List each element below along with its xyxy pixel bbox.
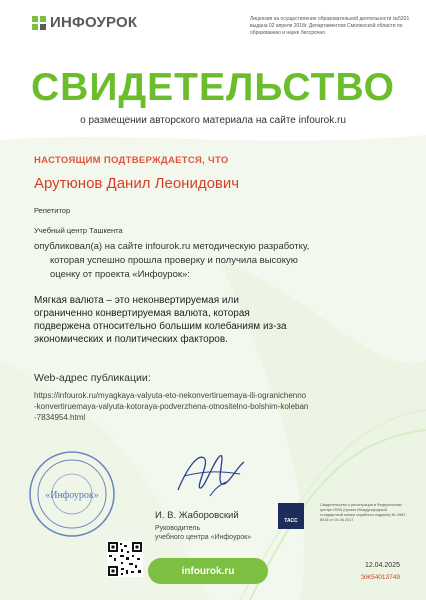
- certificate-subtitle: о размещении авторского материала на сайте infourok.ru: [80, 115, 346, 126]
- signer-name: И. В. Жаборовский: [155, 510, 239, 521]
- organization-stamp: [28, 450, 116, 538]
- qr-code[interactable]: [107, 541, 143, 577]
- material-title-line: экономических и политических факторов.: [34, 334, 228, 345]
- issue-date: 12.04.2025: [364, 562, 400, 569]
- tass-logo: [278, 503, 304, 529]
- tass-label: ТАСС: [284, 518, 298, 524]
- publication-url-line[interactable]: -7834954.html: [34, 413, 86, 422]
- certificate-title: СВИДЕТЕЛЬСТВО: [31, 66, 395, 109]
- statement-line: оценку от проекта «Инфоурок»:: [50, 269, 190, 280]
- signer-role-line: Руководитель: [155, 525, 201, 532]
- material-title-line: подвержена относительно большим колебаниям из-за: [34, 321, 287, 332]
- infourok-site-button[interactable]: infourok.ru: [148, 558, 268, 584]
- certificate-number: ЭЖ54013749: [360, 574, 400, 581]
- material-title-line: Мягкая валюта – это неконвертируемая или: [34, 295, 239, 306]
- publication-url-line[interactable]: -konvertiruemaya-valyuta-kotoraya-podverzhena-otnositelno-bolshim-koleban: [34, 402, 309, 411]
- person-role: Репетитор: [34, 206, 71, 215]
- logo-text: ИНФОУРОК: [50, 14, 138, 31]
- infourok-logo: [32, 14, 137, 31]
- registry-text: Свидетельство о регистрации в Федеральном центре ISSN (проект Международный стандартный номер серийного издания) № 2587-8018 от 01.06.2017: [320, 503, 407, 522]
- material-title-line: ограниченно конвертируемая валюта, которая: [34, 308, 250, 319]
- signer-role: [155, 524, 251, 542]
- person-name: Арутюнов Данил Леонидович: [34, 175, 240, 192]
- confirm-heading: НАСТОЯЩИМ ПОДТВЕРЖДАЕТСЯ, ЧТО: [34, 155, 229, 166]
- logo-icon: [32, 16, 46, 30]
- person-organization: Учебный центр Ташкента: [34, 226, 123, 235]
- statement-line: опубликовал(а) на сайте infourok.ru методическую разработку,: [34, 241, 310, 252]
- license-text: Лицензия на осуществление образовательной деятельности №5201 выдана 02 апреля 2018г. Департаментом Смоленской области по образованию и науке бессрочно: [250, 16, 410, 36]
- publication-url-line[interactable]: https://infourok.ru/myagkaya-valyuta-eto-nekonvertiruemaya-ili-ogranichenno: [34, 391, 307, 400]
- web-address-label: Web-адрес публикации:: [34, 372, 151, 384]
- signer-role-line: учебного центра «Инфоурок»: [155, 534, 252, 541]
- statement-line: которая успешно прошла проверку и получила высокую: [50, 255, 298, 266]
- stamp-text: «Инфоурок»: [45, 490, 99, 501]
- signature-image: [170, 446, 250, 502]
